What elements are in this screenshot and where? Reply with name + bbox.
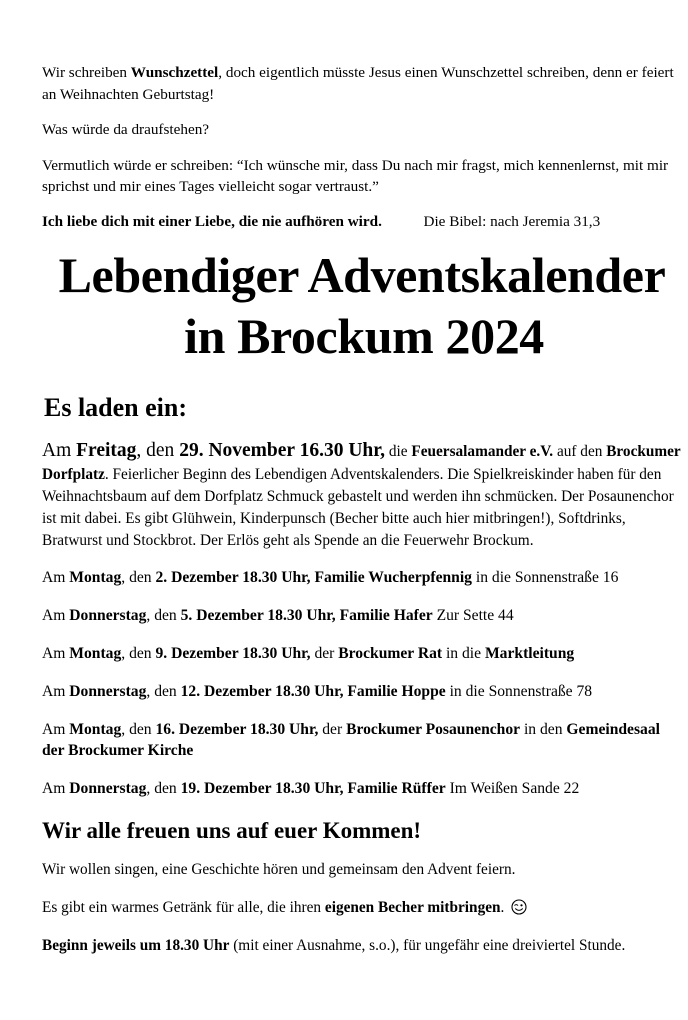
invite-heading: Es laden ein: <box>44 393 188 423</box>
winking-smiley-icon <box>511 899 527 915</box>
title-line-1: Lebendiger Adventskalender <box>58 247 666 304</box>
closing-paragraph-2-text: Es gibt ein warmes Getränk für alle, die ihren eigenen Becher mitbringen. <box>42 898 505 916</box>
bible-citation-text: Die Bibel: nach Jeremia 31,3 <box>423 212 601 230</box>
list-item: Am Montag, den 2. Dezember 18.30 Uhr, Familie Wucherpfennig in die Sonnenstraße 16 <box>42 569 619 587</box>
list-item: Am Donnerstag, den 5. Dezember 18.30 Uhr, Familie Hafer Zur Sette 44 <box>42 607 514 625</box>
bible-quote-text: Ich liebe dich mit einer Liebe, die nie aufhören wird. <box>42 212 382 230</box>
closing-paragraph-2 <box>42 897 686 919</box>
closing-paragraph-3: Beginn jeweils um 18.30 Uhr (mit einer Ausnahme, s.o.), für ungefähr eine dreiviertel Stunde. <box>42 936 626 954</box>
list-item: Am Donnerstag, den 12. Dezember 18.30 Uhr, Familie Hoppe in die Sonnenstraße 78 <box>42 683 593 701</box>
closing-paragraph-1: Wir wollen singen, eine Geschichte hören und gemeinsam den Advent feiern. <box>42 861 516 879</box>
list-item: Am Donnerstag, den 19. Dezember 18.30 Uhr, Familie Rüffer Im Weißen Sande 22 <box>42 779 580 797</box>
intro-paragraph-1: Wir schreiben Wunschzettel, doch eigentlich müsste Jesus einen Wunschzettel schreiben, denn er feiert an Weihnachten Geburtstag! <box>42 64 674 103</box>
closing-heading: Wir alle freuen uns auf euer Kommen! <box>42 817 422 843</box>
main-title <box>42 246 686 366</box>
closing-section <box>42 817 686 957</box>
featured-event-lead: Am Freitag, den 29. November 16.30 Uhr, <box>42 440 386 462</box>
featured-event-body: die Feuersalamander e.V. auf den Brockumer Dorfplatz. Feierlicher Beginn des Lebendigen Adventskalenders. Die Spielkreiskinder haben für den Weihnachtsbaum auf dem Dorfplatz Schmuck gebastelt und werden ihn schmücken. Der Posaunenchor ist mit dabei. Es gibt Glühwein, Kinderpunsch (Becher bitte auch hier mitbringen!), Softdrinks, Bratwurst und Stockbrot. Der Erlös geht als Spende an die Feuerwehr Brockum. <box>42 443 681 550</box>
bible-quote-line <box>42 211 686 232</box>
title-line-2: in Brockum 2024 <box>184 308 544 365</box>
intro-section <box>42 62 686 232</box>
list-item: Am Montag, den 9. Dezember 18.30 Uhr, der Brockumer Rat in die Marktleitung <box>42 645 575 663</box>
intro-paragraph-3: Vermutlich würde er schreiben: “Ich wünsche mir, dass Du nach mir fragst, mich kennenlernst, mit mir sprichst und mir eines Tages vielleicht sogar vertraust.” <box>42 156 669 196</box>
event-list <box>42 568 686 799</box>
featured-event <box>42 439 686 552</box>
intro-paragraph-2: Was würde da draufstehen? <box>42 121 210 139</box>
list-item: Am Montag, den 16. Dezember 18.30 Uhr, der Brockumer Posaunenchor in den Gemeindesaal der Brockumer Kirche <box>42 720 660 759</box>
